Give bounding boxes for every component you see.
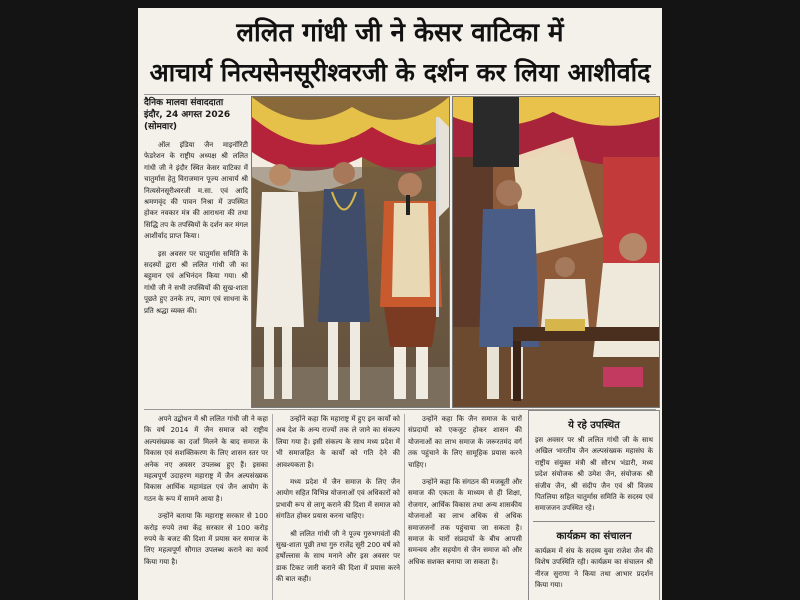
column-divider-1 (272, 414, 273, 600)
sidebar-divider (533, 521, 655, 522)
intro-column (144, 140, 248, 412)
emcee-text: कार्यक्रम में संघ के सदस्य युवा राजेश जैन की विशेष उपस्थिति रही। कार्यक्रम का संचालन श्री नीरज सुराणा ने किया तथा आभार प्रदर्शन किया गया। (535, 546, 653, 590)
column-divider-2 (404, 414, 405, 600)
headline-rule (144, 94, 656, 95)
column-2-paragraph-2: मध्य प्रदेश में जैन समाज के लिए जैन आयोग सहित विभिन्न योजनाओं एवं अधिकारों को प्रभावी रूप से लागू कराने की दिशा में समाज को संगठित होकर प्रयास करना चाहिए। (276, 478, 400, 521)
column-2-paragraph-3: श्री ललित गांधी जी ने पूज्य गुरुभगवंतों की सुख-शाता पूछी तथा गुरु राजेंद्र सूरी 200 वर्ष को हर्षोल्लास के साथ मनाने और इस अवसर पर डाक टिकट जारी कराने की दिशा में प्रयास करने की बात कही। (276, 529, 400, 584)
byline (144, 97, 248, 133)
column-2 (276, 414, 400, 600)
photo-blessings (452, 96, 660, 408)
photo-felicitation-image (252, 97, 449, 407)
column-3-paragraph-2: उन्होंने कहा कि संगठन की मजबूती और समाज की एकता के माध्यम से ही शिक्षा, रोजगार, आर्थिक विकास तथा अन्य शासकीय योजनाओं का लाभ अधिक से अधिक समाजजनों तक पहुंचाया जा सकता है। समाज के चारों संप्रदायों के बीच आपसी समन्वय और सहयोग से जैन समाज को और अधिक सशक्त बनाया जा सकता है। (408, 478, 522, 566)
column-1 (144, 414, 268, 600)
photo-felicitation (251, 96, 450, 408)
present-title: ये रहे उपस्थित (568, 420, 620, 431)
headline-line-1: ललित गांधी जी ने केसर वाटिका में (236, 18, 564, 48)
column-2-paragraph-1: उन्होंने कहा कि महाराष्ट्र में हुए इन कार्यों को अब देश के अन्य राज्यों तक ले जाने का संकल्प लिया गया है। इसी संकल्प के साथ मध्य प्रदेश में भी समाजहित के कार्यों को गति देने की आवश्यकता है। (276, 415, 400, 469)
byline-dateline: इंदौर, 24 अगस्त 2026 (144, 110, 231, 120)
intro-paragraph-1: ऑल इंडिया जैन माइनॉरिटी फेडरेशन के राष्ट्रीय अध्यक्ष श्री ललित गांधी जी ने इंदौर स्थित केसर वाटिका में चातुर्मास हेतु विराजमान पूज्य आचार्य श्री नित्यसेनसूरीश्वरजी म.सा. एवं आदि श्रमणवृंद की पावन निश्रा में उपस्थित होकर नवकार मंत्र की आराधना की तथा सिद्धि तप के तपस्वियों के दर्शन कर मंगल आशीर्वाद प्राप्त किया। (144, 141, 248, 241)
sidebar-box (528, 410, 660, 600)
present-text: इस अवसर पर श्री ललित गांधी जी के साथ अखिल भारतीय जैन अल्पसंख्यक महासंघ के राष्ट्रीय संयुक्त मंत्री श्री सौरभ भंडारी, मध्य प्रदेश संयोजक श्री उमेश जैन, संयोजक श्री संजीव जैन, श्री संदीप जैन एवं श्री विजय पितलिया सहित चातुर्मास समिति के सदस्य एवं समाजजन उपस्थित रहे। (535, 436, 653, 513)
byline-agency: दैनिक मालवा संवाददाता (144, 98, 224, 108)
column-1-paragraph-1: अपने उद्बोधन में श्री ललित गांधी जी ने कहा कि वर्ष 2014 में जैन समाज को राष्ट्रीय अल्पसंख्यक का दर्जा मिलने के बाद समाज के विकास एवं सशक्तिकरण के लिए शासन स्तर पर अनेक नए अवसर उपलब्ध हुए हैं। इसका महत्वपूर्ण उदाहरण महाराष्ट्र में जैन अल्पसंख्यक विकास आर्थिक महामंडल एवं जैन आयोग के गठन के रूप में सामने आया है। (144, 415, 268, 503)
headline-line-2: आचार्य नित्यसेनसूरीश्वरजी के दर्शन कर लिया आशीर्वाद (149, 58, 651, 87)
emcee-title: कार्यक्रम का संचालन (556, 530, 632, 542)
newspaper-page (138, 8, 662, 600)
photo-blessings-image (453, 97, 659, 407)
column-3-paragraph-1: उन्होंने कहा कि जैन समाज के चारों संप्रदायों को एकजुट होकर शासन की योजनाओं का लाभ समाज के जरूरतमंद वर्ग तक पहुंचाने के लिए सामूहिक प्रयास करने चाहिए। (408, 415, 522, 469)
intro-paragraph-2: इस अवसर पर चातुर्मास समिति के सदस्यों द्वारा श्री ललित गांधी जी का बहुमान एवं अभिनंदन किया गया। श्री गांधी जी ने सभी तपस्वियों की सुख-शाता पूछते हुए उनके तप, त्याग एवं साधना के प्रति श्रद्धा व्यक्त की। (144, 249, 248, 315)
column-3 (408, 414, 522, 600)
byline-day: (सोमवार) (144, 122, 178, 132)
column-1-paragraph-2: उन्होंने बताया कि महाराष्ट्र सरकार से 100 करोड़ रुपये तथा केंद्र सरकार से 100 करोड़ रुपये के बजट की दिशा में प्रयास कर समाज के लिए महत्वपूर्ण सौगात उपलब्ध कराने का कार्य किया गया है। (144, 512, 268, 566)
